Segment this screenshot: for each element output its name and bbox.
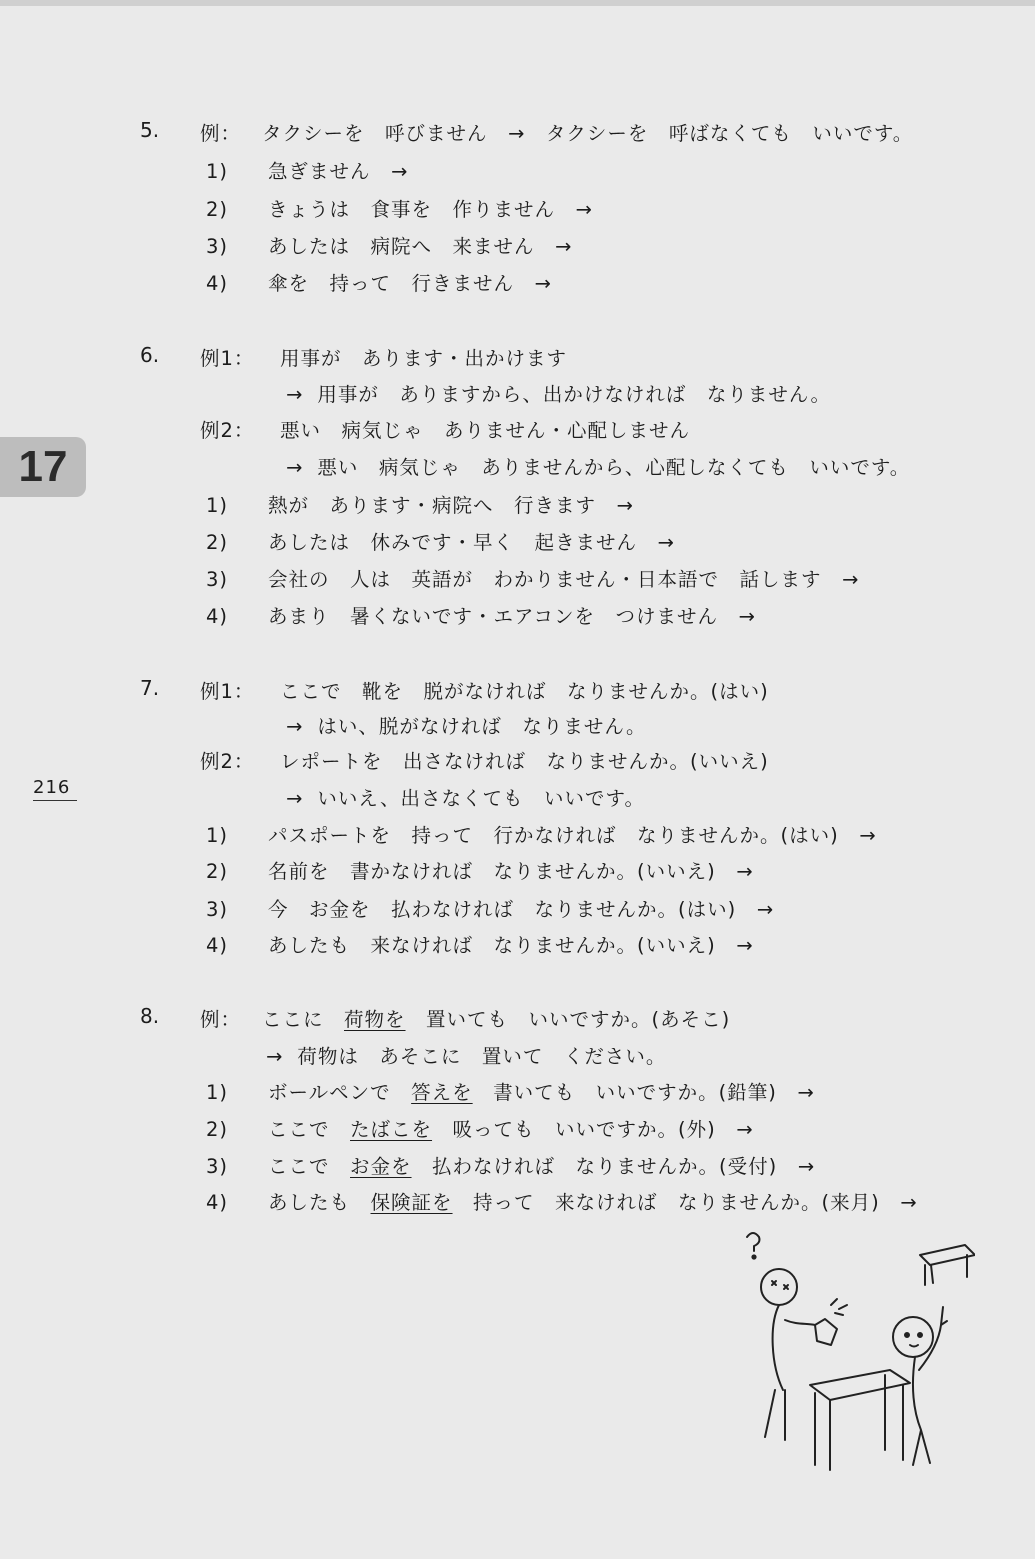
section-8-example: 例： ここに 荷物を 置いても いいですか。(あそこ) [200, 1008, 731, 1031]
section-8-item-3: 3) ここで お金を 払わなければ なりませんか。(受付) → [206, 1155, 816, 1178]
section-8-item-2: 2) ここで たばこを 吸っても いいですか。(外) → [206, 1118, 754, 1141]
section-6-item-1: 1) 熱が あります・病院へ 行きます → [206, 494, 634, 517]
top-edge [0, 0, 1035, 6]
section-6-item-3: 3) 会社の 人は 英語が わかりません・日本語で 話します → [206, 568, 860, 591]
pointing-figure-drawing [893, 1307, 947, 1465]
section-7-example-1-answer: → はい、脱がなければ なりません。 [286, 715, 647, 738]
section-7-example-1: 例1： ここで 靴を 脱がなければ なりませんか。(はい) [200, 680, 769, 703]
section-6-number: 6. [140, 343, 160, 367]
section-6-item-2: 2) あしたは 休みです・早く 起きません → [206, 531, 675, 554]
section-5-item-1: 1) 急ぎません → [206, 160, 409, 183]
section-7-item-4: 4) あしたも 来なければ なりませんか。(いいえ) → [206, 934, 754, 957]
section-7-example-2: 例2： レポートを 出さなければ なりませんか。(いいえ) [200, 750, 769, 773]
section-6-example-1: 例1： 用事が あります・出かけます [200, 347, 568, 370]
section-5-example: 例： タクシーを 呼びません → タクシーを 呼ばなくても いいです。 [200, 122, 914, 145]
section-7-item-1: 1) パスポートを 持って 行かなければ なりませんか。(はい) → [206, 824, 877, 847]
page-number: 216 [33, 777, 77, 801]
section-6-example-2: 例2： 悪い 病気じゃ ありません・心配しません [200, 419, 691, 442]
section-7-number: 7. [140, 676, 160, 700]
section-7-example-2-answer: → いいえ、出さなくても いいです。 [286, 787, 645, 810]
section-7-item-2: 2) 名前を 書かなければ なりませんか。(いいえ) → [206, 860, 754, 883]
chapter-tab: 17 [0, 437, 86, 497]
section-8-number: 8. [140, 1004, 160, 1028]
section-5-item-4: 4) 傘を 持って 行きません → [206, 272, 552, 295]
confused-figure-drawing [747, 1233, 847, 1440]
section-6-example-2-answer: → 悪い 病気じゃ ありませんから、心配しなくても いいです。 [286, 456, 911, 479]
section-5-item-2: 2) きょうは 食事を 作りません → [206, 198, 593, 221]
section-6-item-4: 4) あまり 暑くないです・エアコンを つけません → [206, 605, 756, 628]
section-8-example-answer: → 荷物は あそこに 置いて ください。 [266, 1045, 667, 1068]
section-6-example-1-answer: → 用事が ありますから、出かけなければ なりません。 [286, 383, 832, 406]
illustration-figures-and-table [735, 1225, 975, 1475]
section-8-item-4: 4) あしたも 保険証を 持って 来なければ なりませんか。(来月) → [206, 1191, 918, 1214]
section-7-item-3: 3) 今 お金を 払わなければ なりませんか。(はい) → [206, 898, 775, 921]
section-8-item-1: 1) ボールペンで 答えを 書いても いいですか。(鉛筆) → [206, 1081, 815, 1104]
section-5-item-3: 3) あしたは 病院へ 来ません → [206, 235, 573, 258]
small-table-drawing [920, 1245, 975, 1285]
desk-drawing [810, 1370, 910, 1470]
section-5-number: 5. [140, 118, 160, 142]
